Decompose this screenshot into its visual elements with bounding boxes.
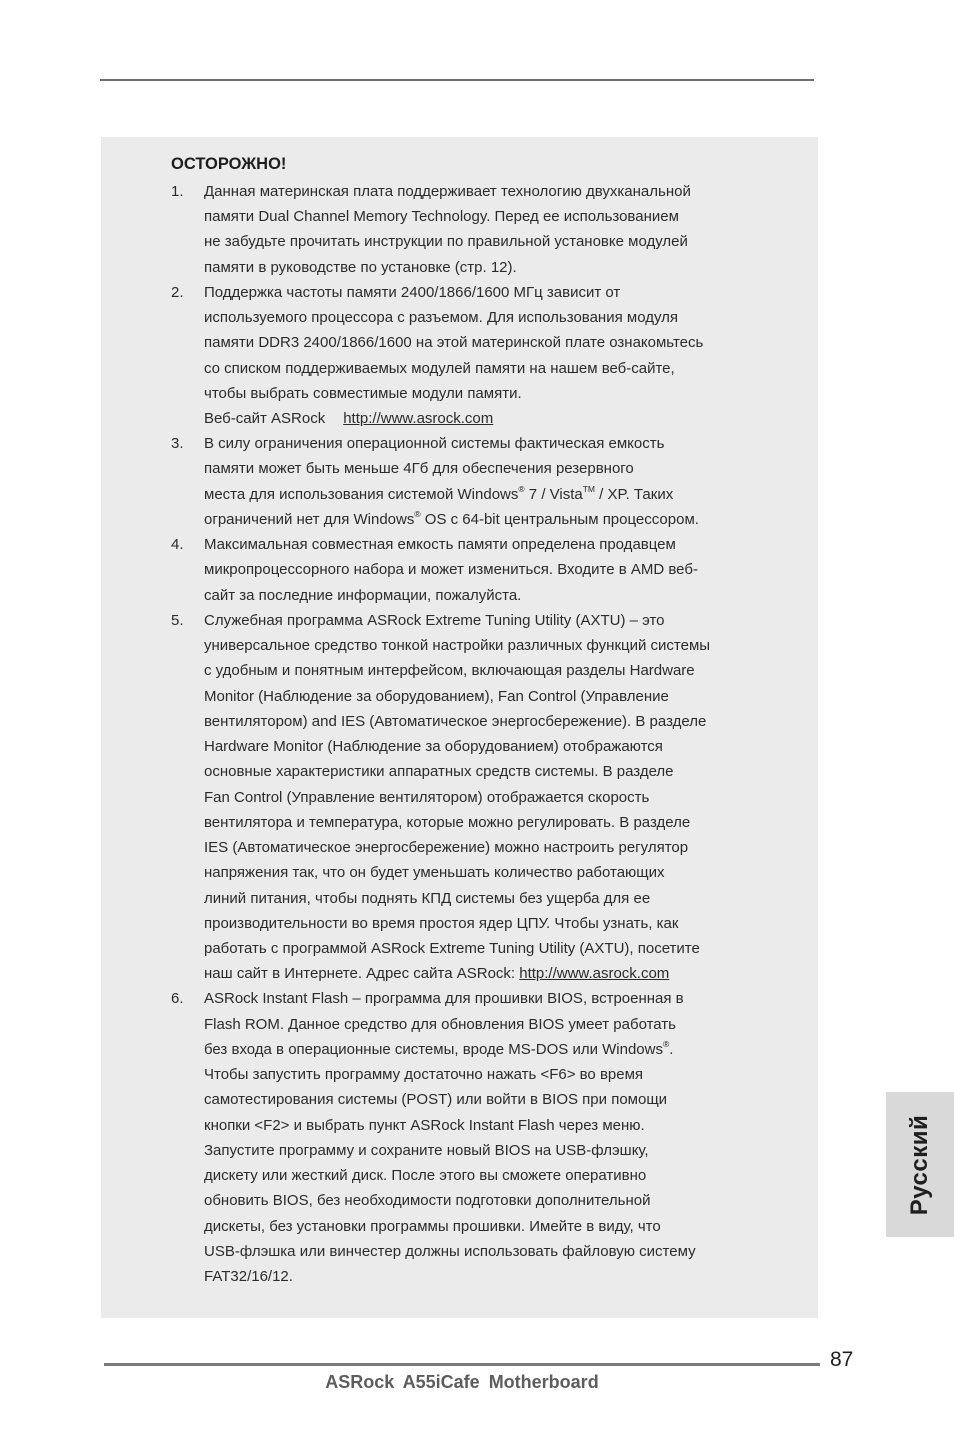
text-segment: наш сайт в Интернете. Адрес сайта ASRock:	[204, 965, 520, 982]
item-line: Поддержка частоты памяти 2400/1866/1600 МГц зависит от	[204, 284, 621, 301]
item-line: Служебная программа ASRock Extreme Tuning Utility (AXTU) – это	[204, 612, 665, 629]
item-line: памяти Dual Channel Memory Technology. Перед ее использованием	[204, 208, 679, 225]
item-line: линий питания, чтобы поднять КПД системы без ущерба для ее	[204, 890, 651, 907]
item-line	[204, 507, 699, 532]
bottom-rule	[104, 1363, 820, 1366]
registered-mark: ®	[414, 509, 421, 519]
item-line: Данная материнская плата поддерживает технологию двухканальной	[204, 183, 691, 200]
item-line: сайт за последние информации, пожалуйста.	[204, 587, 522, 604]
top-rule	[100, 79, 814, 81]
item-number: 1.	[171, 183, 184, 200]
item-line: дискету или жесткий диск. После этого вы сможете оперативно	[204, 1167, 647, 1184]
text-segment: .	[669, 1041, 674, 1058]
asrock-website-link[interactable]: http://www.asrock.com	[519, 965, 670, 982]
item-line: дискеты, без установки программы прошивки. Имейте в виду, что	[204, 1218, 661, 1235]
item-line	[204, 482, 673, 507]
item-line: кнопки <F2> и выбрать пункт ASRock Instant Flash через меню.	[204, 1117, 645, 1134]
item-line: Hardware Monitor (Наблюдение за оборудованием) отображаются	[204, 738, 663, 755]
item-line: вентилятором) and IES (Автоматическое энергосбережение). В разделе	[204, 713, 707, 730]
item-line: ASRock Instant Flash – программа для прошивки BIOS, встроенная в	[204, 990, 684, 1007]
website-line	[204, 406, 493, 431]
item-line: памяти DDR3 2400/1866/1600 на этой материнской плате ознакомьтесь	[204, 334, 704, 351]
item-line: памяти в руководстве по установке (стр. 12).	[204, 259, 517, 276]
item-number: 6.	[171, 990, 184, 1007]
item-line: обновить BIOS, без необходимости подготовки дополнительной	[204, 1192, 651, 1209]
item-line: напряжения так, что он будет уменьшать количество работающих	[204, 864, 665, 881]
item-number: 4.	[171, 536, 184, 553]
item-line: не забудьте прочитать инструкции по правильной установке модулей	[204, 233, 688, 250]
text-segment: OS с 64-bit центральным процессором.	[420, 511, 699, 528]
text-segment: места для использования системой Windows	[204, 486, 519, 503]
item-line: USB-флэшка или винчестер должны использовать файловую систему	[204, 1243, 696, 1260]
item-line: работать с программой ASRock Extreme Tuning Utility (AXTU), посетите	[204, 940, 700, 957]
item-line: производительности во время простоя ядер ЦПУ. Чтобы узнать, как	[204, 915, 679, 932]
item-line: со списком поддерживаемых модулей памяти на нашем веб-сайте,	[204, 360, 675, 377]
text-segment: ограничений нет для Windows	[204, 511, 415, 528]
caution-title: ОСТОРОЖНО!	[171, 155, 287, 173]
item-line: В силу ограничения операционной системы фактическая емкость	[204, 435, 665, 452]
item-line: основные характеристики аппаратных средств системы. В разделе	[204, 763, 674, 780]
item-line: IES (Автоматическое энергосбережение) можно настроить регулятор	[204, 839, 689, 856]
item-line: памяти может быть меньше 4Гб для обеспечения резервного	[204, 460, 634, 477]
item-line: Fan Control (Управление вентилятором) отображается скорость	[204, 789, 650, 806]
item-line: микропроцессорного набора и может измениться. Входите в AMD веб-	[204, 561, 698, 578]
language-label: Русский	[906, 1114, 934, 1215]
registered-mark: ®	[518, 484, 525, 494]
page-number: 87	[830, 1348, 854, 1371]
item-number: 5.	[171, 612, 184, 629]
website-label: Веб-сайт ASRock	[204, 410, 326, 427]
item-line: используемого процессора с разъемом. Для использования модуля	[204, 309, 679, 326]
item-line: Чтобы запустить программу достаточно нажать <F6> во время	[204, 1066, 644, 1083]
item-line: FAT32/16/12.	[204, 1268, 293, 1285]
item-line: Максимальная совместная емкость памяти определена продавцем	[204, 536, 676, 553]
item-line: вентилятора и температура, которые можно регулировать. В разделе	[204, 814, 691, 831]
item-line	[204, 1037, 673, 1062]
language-tab	[886, 1092, 954, 1237]
footer-title: ASRock A55iCafe Motherboard	[325, 1372, 599, 1392]
item-line: Monitor (Наблюдение за оборудованием), Fan Control (Управление	[204, 688, 669, 705]
item-line: Запустите программу и сохраните новый BIOS на USB-флэшку,	[204, 1142, 649, 1159]
text-segment: 7 / Vista	[524, 486, 583, 503]
item-line	[204, 961, 669, 986]
item-line: самотестирования системы (POST) или войти в BIOS при помощи	[204, 1091, 668, 1108]
item-number: 2.	[171, 284, 184, 301]
item-line: с удобным и понятным интерфейсом, включающая разделы Hardware	[204, 662, 695, 679]
item-line: чтобы выбрать совместимые модули памяти.	[204, 385, 522, 402]
item-number: 3.	[171, 435, 184, 452]
trademark-mark: TM	[582, 484, 596, 494]
asrock-website-link[interactable]: http://www.asrock.com	[343, 410, 494, 427]
text-segment: / XP. Таких	[595, 486, 674, 503]
item-line: универсальное средство тонкой настройки различных функций системы	[204, 637, 711, 654]
registered-mark: ®	[663, 1039, 670, 1049]
item-line: Flash ROM. Данное средство для обновления BIOS умеет работать	[204, 1016, 676, 1033]
text-segment: без входа в операционные системы, вроде MS-DOS или Windows	[204, 1041, 663, 1058]
